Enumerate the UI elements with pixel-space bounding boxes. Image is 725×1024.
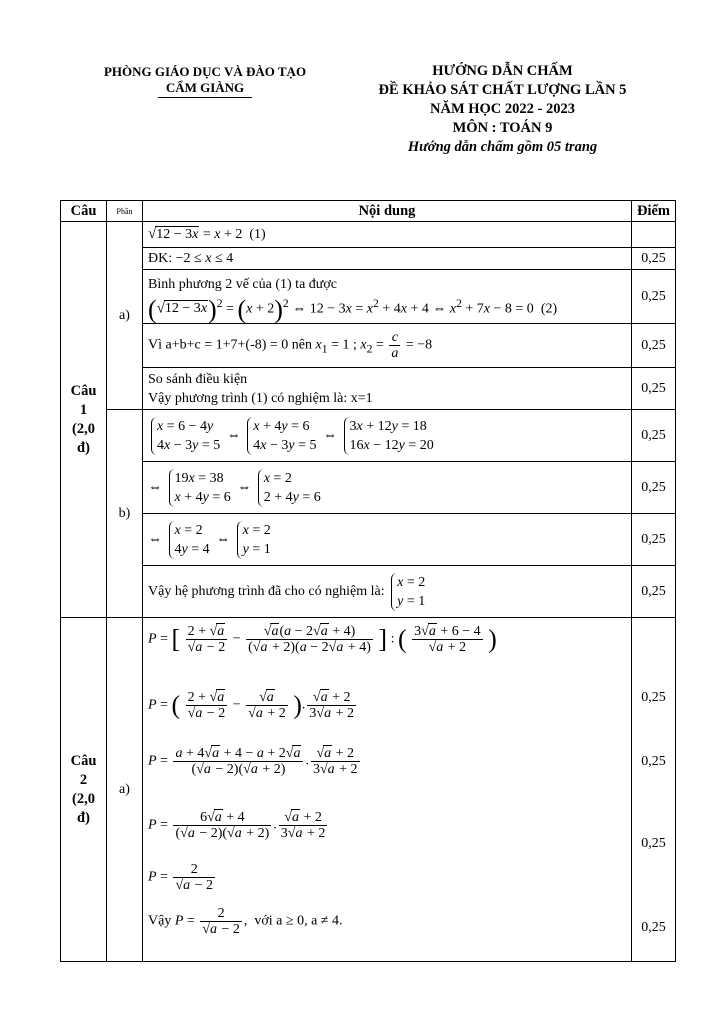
step-p-3: P = $\frac{a + 4√a + 4 - a + 2√a}{(√a - 2)(√a + 2)}$ . $\frac{√a + 2}{3√a + 2}$ — [148, 746, 358, 777]
table-row — [61, 618, 676, 962]
step-p-4: P = $\frac{6√a + 4}{(√a - 2)(√a + 2)}$ . $\frac{√a + 2}{3√a + 2}$ — [148, 810, 326, 841]
part-2a: a) — [107, 618, 143, 962]
table-row — [61, 514, 676, 566]
conclusion-1b: Vậy hệ phương trình đã cho có nghiệm là: x = 2 y = 1 — [143, 566, 632, 618]
score: 0,25 — [631, 410, 675, 462]
page-count-note: Hướng dẫn chấm gồm 05 trang — [407, 139, 598, 155]
grading-table — [60, 200, 676, 962]
score: 0,25 — [631, 462, 675, 514]
table-row — [61, 462, 676, 514]
table-row — [61, 566, 676, 618]
table-row — [61, 410, 676, 462]
step-p-2: P = ( $\frac{2 + √a}{√a - 2}$ − $\frac{√a}{√a + 2}$ ). $\frac{√a + 2}{3√a + 2}$ — [148, 690, 354, 721]
question-2-label: Câu 2 (2,0 đ) — [61, 618, 107, 962]
score: 0,25 — [631, 324, 675, 368]
score: 0,25 — [641, 754, 666, 769]
step-p-1: P = [ $\frac{2 + √a}{√a - 2}$ − $\frac{√a(a - 2√a + 4)}{(√a + 2)(a - 2√a + 4)}$ ] : ( $\frac{3√a + 6 - 4}{√a + 2}$ ) — [148, 624, 497, 655]
vieta-step: Vì a+b+c = 1+7+(-8) = 0 nên $x_1 = 1$ ; $x_2$ = $\frac{c}{a}$ = −8 — [143, 324, 632, 368]
conclusion-1a: So sánh điều kiện Vậy phương trình (1) có nghiệm là: x=1 — [143, 368, 632, 410]
simplification-steps — [143, 618, 632, 962]
table-row — [61, 222, 676, 248]
score: 0,25 — [631, 270, 675, 324]
question-1-label: Câu 1 (2,0 đ) — [61, 222, 107, 618]
table-header-row — [61, 201, 676, 222]
conclusion-2a: Vậy P = $\frac{2}{√a - 2}$ , với a ≥ 0, a ≠ 4. — [148, 906, 343, 937]
score: 0,25 — [641, 690, 666, 705]
subject: MÔN : TOÁN 9 — [452, 120, 553, 136]
doc-title: HƯỚNG DẪN CHẤM — [432, 63, 573, 79]
equation-1: √12 − 3x = x + 2 (1) — [143, 222, 632, 248]
score: 0,25 — [641, 920, 666, 935]
org-district: CẨM GIÀNG — [158, 80, 252, 98]
header-phan: Phần — [107, 201, 143, 222]
header-noidung: Nội dung — [143, 201, 632, 222]
system-step-1: x = 6 − 4y 4x − 3y = 5 ⇔ x + 4y = 6 4x − 3y = 5 ⇔ 3x + 12y = 18 16x − 12y = 20 — [143, 410, 632, 462]
system-step-3: ⇔ x = 2 4y = 4 ⇔ x = 2 y = 1 — [143, 514, 632, 566]
header-cau: Câu — [61, 201, 107, 222]
part-1b: b) — [107, 410, 143, 618]
header-diem: Điểm — [631, 201, 675, 222]
step-square: Bình phương 2 vế của (1) ta được $(√12 - 3x)^2 = (x + 2)^2$ ⇔ $12 - 3x = x^2 + 4x + 4$ ⇔ $x^2 + 7x - 8 = 0$ (2) — [143, 270, 632, 324]
score-column-2a — [631, 618, 675, 962]
domain-condition: ĐK: −2 ≤ x ≤ 4 — [143, 248, 632, 270]
part-1a: a) — [107, 222, 143, 410]
org-header — [70, 64, 340, 98]
table-row — [61, 368, 676, 410]
doc-subtitle: ĐỀ KHẢO SÁT CHẤT LƯỢNG LẦN 5 — [378, 82, 627, 98]
table-row — [61, 248, 676, 270]
score: 0,25 — [631, 248, 675, 270]
org-name: PHÒNG GIÁO DỤC VÀ ĐÀO TẠO — [103, 64, 307, 79]
school-year: NĂM HỌC 2022 - 2023 — [430, 101, 575, 117]
table-row — [61, 324, 676, 368]
system-step-2: ⇔ 19x = 38 x + 4y = 6 ⇔ x = 2 2 + 4y = 6 — [143, 462, 632, 514]
doc-title-block — [345, 62, 660, 157]
score: 0,25 — [631, 514, 675, 566]
score: 0,25 — [631, 566, 675, 618]
score: 0,25 — [641, 836, 666, 851]
table-row — [61, 270, 676, 324]
score: 0,25 — [631, 368, 675, 410]
step-p-5: P = $\frac{2}{√a - 2}$ — [148, 862, 214, 893]
